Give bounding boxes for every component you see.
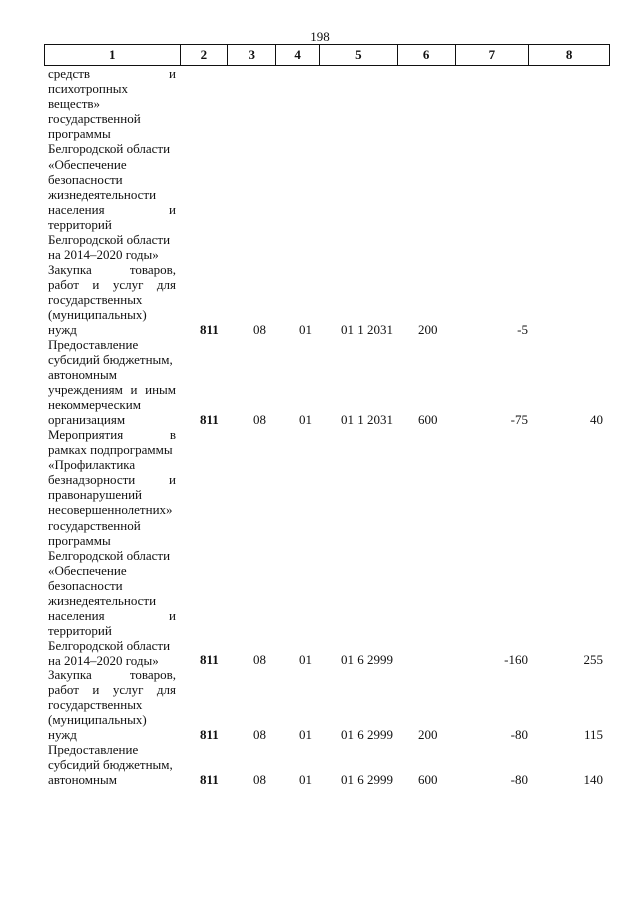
row-name-line: программы bbox=[48, 126, 111, 142]
row-name-line: государственной bbox=[48, 111, 141, 127]
cell-col-6: 200 bbox=[418, 727, 438, 742]
row-name-line: Предоставление bbox=[48, 337, 139, 352]
header-col-6: 6 bbox=[398, 45, 456, 65]
row-name-line: Белгородской области bbox=[48, 547, 171, 563]
cell-col-2: 811 bbox=[200, 727, 219, 742]
cell-col-3: 08 bbox=[253, 322, 266, 337]
header-col-4: 4 bbox=[276, 45, 320, 65]
row-name-line: работ и услуг для bbox=[48, 277, 176, 293]
row-name-line: правонарушений bbox=[48, 487, 142, 503]
row-name-line: на 2014–2020 годы» bbox=[48, 653, 159, 669]
row-name-line: субсидий бюджетным, bbox=[48, 352, 173, 368]
row-name-line: нужд bbox=[48, 727, 77, 743]
row-name-line: Закупка товаров, bbox=[48, 667, 176, 682]
row-name-line: рамках подпрограммы bbox=[48, 442, 173, 458]
row-name-line: жизнедеятельности bbox=[48, 593, 157, 609]
cell-col-3: 08 bbox=[253, 412, 266, 427]
row-name-line: программы bbox=[48, 532, 111, 548]
cell-col-7: -160 bbox=[504, 652, 528, 667]
row-name-line: Закупка товаров, bbox=[48, 262, 176, 277]
row-name-line: «Обеспечение bbox=[48, 156, 127, 172]
row-name-measures bbox=[48, 427, 176, 669]
cell-col-5: 01 1 2031 bbox=[341, 412, 393, 427]
row-name-line: территорий bbox=[48, 216, 112, 232]
row-name-line: населения и bbox=[48, 201, 176, 217]
cell-col-6: 600 bbox=[418, 772, 438, 787]
cell-col-4: 01 bbox=[299, 652, 312, 667]
cell-col-4: 01 bbox=[299, 322, 312, 337]
cell-col-3: 08 bbox=[253, 772, 266, 787]
row-name-line: жизнедеятельности bbox=[48, 186, 157, 202]
row-name-line: некоммерческим bbox=[48, 397, 141, 413]
cell-col-3: 08 bbox=[253, 727, 266, 742]
row-name-line: государственных bbox=[48, 697, 143, 713]
header-col-5: 5 bbox=[320, 45, 398, 65]
cell-col-7: -75 bbox=[510, 412, 528, 427]
cell-col-4: 01 bbox=[299, 727, 312, 742]
cell-col-7: -80 bbox=[510, 727, 528, 742]
row-name-line: нужд bbox=[48, 322, 77, 338]
cell-col-2: 811 bbox=[200, 322, 219, 337]
cell-col-6: 200 bbox=[418, 322, 438, 337]
cell-col-5: 01 6 2999 bbox=[341, 772, 393, 787]
row-name-procurement bbox=[48, 262, 176, 337]
row-name-subsidies-2 bbox=[48, 742, 176, 787]
cell-col-4: 01 bbox=[299, 772, 312, 787]
row-name-line: государственных bbox=[48, 292, 143, 308]
cell-col-2: 811 bbox=[200, 412, 219, 427]
cell-col-7: -80 bbox=[510, 772, 528, 787]
row-name-line: веществ» bbox=[48, 96, 101, 112]
cell-col-2: 811 bbox=[200, 772, 219, 787]
row-name-line: территорий bbox=[48, 623, 112, 639]
cell-col-5: 01 1 2031 bbox=[341, 322, 393, 337]
row-name-line: Предоставление bbox=[48, 742, 139, 757]
row-name-line: несовершеннолетних» bbox=[48, 502, 173, 518]
cell-col-8: 115 bbox=[583, 727, 603, 742]
row-name-line: государственной bbox=[48, 517, 141, 533]
cell-col-8: 40 bbox=[590, 412, 603, 427]
row-name-line: «Обеспечение bbox=[48, 562, 127, 578]
header-col-8: 8 bbox=[565, 47, 573, 62]
cell-col-7: -5 bbox=[517, 322, 528, 337]
cell-col-2: 811 bbox=[200, 652, 219, 667]
row-name-continued bbox=[48, 66, 176, 262]
cell-col-6: 600 bbox=[418, 412, 438, 427]
row-name-line: работ и услуг для bbox=[48, 682, 176, 698]
page-number: 198 bbox=[310, 29, 330, 44]
row-name-line: населения и bbox=[48, 608, 176, 624]
table-header-row bbox=[44, 44, 610, 66]
row-name-line: автономным bbox=[48, 367, 117, 383]
row-name-procurement-2 bbox=[48, 667, 176, 742]
cell-col-3: 08 bbox=[253, 652, 266, 667]
header-col-1: 1 bbox=[45, 45, 181, 65]
header-col-3: 3 bbox=[228, 45, 276, 65]
row-name-line: (муниципальных) bbox=[48, 307, 147, 323]
row-name-line: «Профилактика bbox=[48, 457, 136, 473]
cell-col-8: 255 bbox=[583, 652, 603, 667]
row-name-line: на 2014–2020 годы» bbox=[48, 247, 159, 263]
header-col-2: 2 bbox=[181, 45, 229, 65]
row-name-line: Белгородской области bbox=[48, 232, 171, 248]
row-name-subsidies bbox=[48, 337, 176, 428]
row-name-line: Белгородской области bbox=[48, 141, 171, 157]
row-name-line: средств и bbox=[48, 66, 176, 81]
row-name-line: безнадзорности и bbox=[48, 472, 176, 488]
row-name-line: Белгородской области bbox=[48, 638, 171, 654]
row-name-line: психотропных bbox=[48, 81, 129, 97]
cell-col-4: 01 bbox=[299, 412, 312, 427]
row-name-line: Мероприятия в bbox=[48, 427, 176, 442]
row-name-line: организациям bbox=[48, 412, 126, 428]
header-col-7: 7 bbox=[456, 45, 530, 65]
cell-col-5: 01 6 2999 bbox=[341, 652, 393, 667]
row-name-line: учреждениям и иным bbox=[48, 382, 176, 398]
row-name-line: (муниципальных) bbox=[48, 712, 147, 728]
cell-col-5: 01 6 2999 bbox=[341, 727, 393, 742]
row-name-line: безопасности bbox=[48, 171, 123, 187]
row-name-line: субсидий бюджетным, bbox=[48, 757, 173, 773]
row-name-line: безопасности bbox=[48, 577, 123, 593]
cell-col-8: 140 bbox=[583, 772, 603, 787]
row-name-line: автономным bbox=[48, 772, 117, 788]
